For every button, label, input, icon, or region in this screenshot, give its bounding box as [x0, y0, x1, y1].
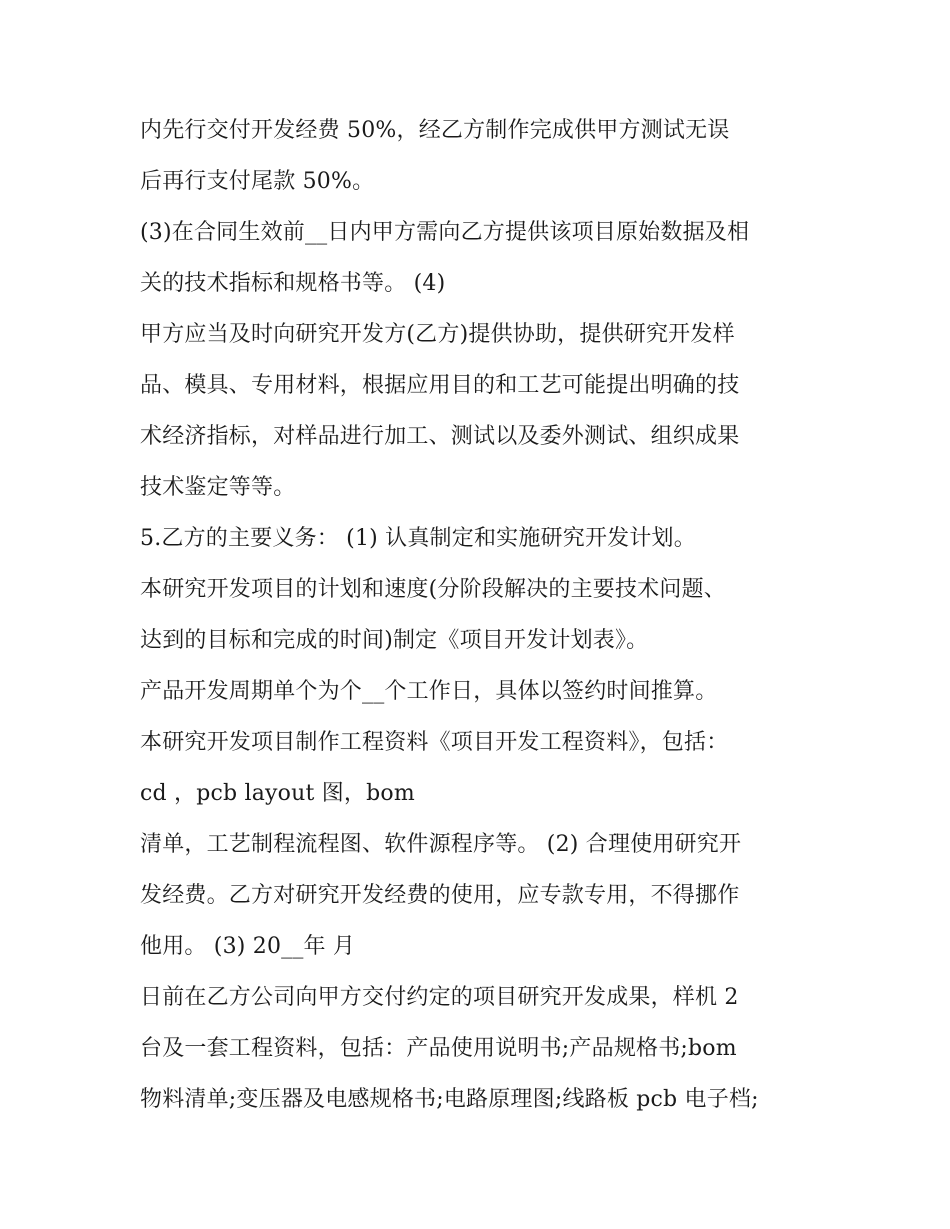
- document-body: [140, 105, 820, 1125]
- text-line: 技术鉴定等等。: [140, 475, 296, 500]
- text-line: 后再行支付尾款 50%。: [140, 169, 375, 194]
- text-line: 物料清单;变压器及电感规格书;电路原理图;线路板 pcb 电子档;: [140, 1087, 759, 1112]
- text-line: (3)在合同生效前__日内甲方需向乙方提供该项目原始数据及相: [140, 220, 750, 245]
- text-line: cd ，pcb layout 图，bom: [140, 781, 415, 806]
- text-line: 内先行交付开发经费 50%，经乙方制作完成供甲方测试无误: [140, 118, 730, 143]
- text-line: 关的技术指标和规格书等。 (4): [140, 271, 446, 296]
- text-line: 本研究开发项目的计划和速度(分阶段解决的主要技术问题、: [140, 577, 726, 602]
- text-line: 产品开发周期单个为个__个工作日，具体以签约时间推算。: [140, 679, 718, 704]
- text-line: 品、模具、专用材料，根据应用目的和工艺可能提出明确的技: [140, 373, 740, 398]
- text-line: 术经济指标，对样品进行加工、测试以及委外测试、组织成果: [140, 424, 740, 449]
- text-line: 台及一套工程资料，包括：产品使用说明书;产品规格书;bom: [140, 1036, 737, 1061]
- text-line: 发经费。乙方对研究开发经费的使用，应专款专用，不得挪作: [140, 883, 740, 908]
- text-line: 日前在乙方公司向甲方交付约定的项目研究开发成果，样机 2: [140, 985, 739, 1010]
- text-line: 本研究开发项目制作工程资料《项目开发工程资料》，包括：: [140, 730, 729, 755]
- text-line: 达到的目标和完成的时间)制定《项目开发计划表》。: [140, 628, 649, 653]
- text-line: 甲方应当及时向研究开发方(乙方)提供协助，提供研究开发样: [140, 322, 735, 347]
- text-line: 清单，工艺制程流程图、软件源程序等。 (2) 合理使用研究开: [140, 832, 742, 857]
- text-line: 他用。 (3) 20__年 月: [140, 934, 356, 959]
- text-line: 5.乙方的主要义务： (1) 认真制定和实施研究开发计划。: [140, 526, 696, 551]
